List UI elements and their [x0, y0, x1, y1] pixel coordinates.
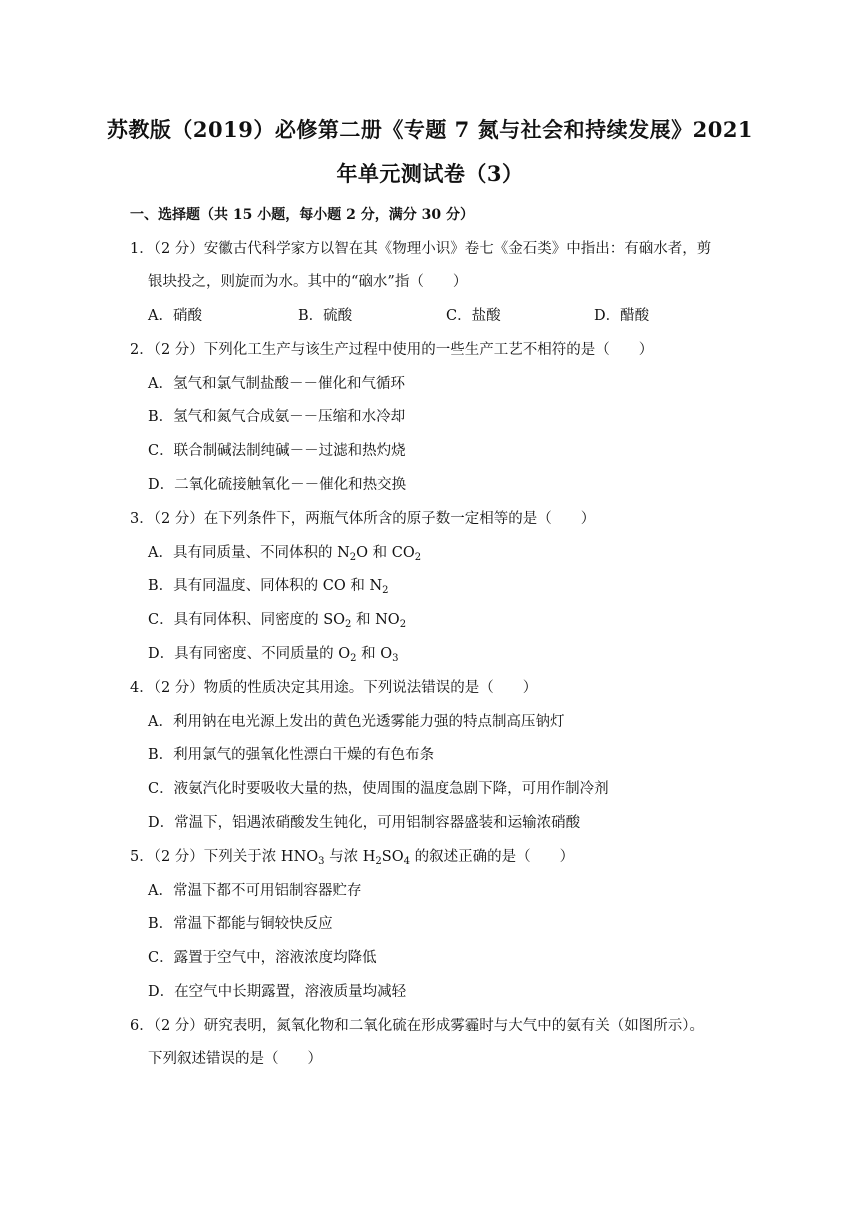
- q4-option-b: B．利用氯气的强氧化性漂白干燥的有色布条: [148, 747, 435, 763]
- q3-stem: 3．（2 分）在下列条件下，两瓶气体所含的原子数一定相等的是（ ）: [130, 511, 596, 527]
- q2-option-a: A．氢气和氯气制盐酸－－催化和气循环: [148, 376, 405, 392]
- q2-stem: 2．（2 分）下列化工生产与该生产过程中使用的一些生产工艺不相符的是（ ）: [130, 342, 654, 358]
- exam-title-line-2: 年单元测试卷（3）: [336, 161, 524, 186]
- q1-stem-line-2: 银块投之，则旋而为水。其中的“硇水”指（ ）: [148, 274, 468, 290]
- q5-option-a: A．常温下都不可用铝制容器贮存: [148, 883, 362, 899]
- q1-option-a: A．硝酸: [148, 308, 202, 324]
- q2-option-b: B．氢气和氮气合成氨－－压缩和水冷却: [148, 409, 406, 425]
- q1-stem-line-1: 1．（2 分）安徽古代科学家方以智在其《物理小识》卷七《金石类》中指出：有硇水者，剪: [130, 241, 712, 257]
- section-heading: 一、选择题（共 15 小题，每小题 2 分，满分 30 分）: [130, 207, 474, 223]
- q6-stem-line-2: 下列叙述错误的是（ ）: [148, 1051, 322, 1067]
- q1-option-d: D．醋酸: [594, 308, 650, 324]
- q5-option-c: C．露置于空气中，溶液浓度均降低: [148, 950, 377, 966]
- exam-title-line-1: 苏教版（2019）必修第二册《专题 7 氮与社会和持续发展》2021: [106, 117, 754, 142]
- q4-option-c: C．液氨汽化时要吸收大量的热，使周围的温度急剧下降，可用作制冷剂: [148, 781, 609, 797]
- q3-option-a: A．具有同质量、不同体积的 $N_2O$ 和 $CO_2$: [148, 545, 422, 563]
- q3-option-b: B．具有同温度、同体积的 CO 和 $N_2$: [148, 578, 389, 596]
- q4-option-d: D．常温下，铝遇浓硝酸发生钝化，可用铝制容器盛装和运输浓硝酸: [148, 815, 581, 831]
- q5-option-d: D．在空气中长期露置，溶液质量均减轻: [148, 984, 407, 1000]
- q5-option-b: B．常温下都能与铜较快反应: [148, 916, 333, 932]
- q2-option-c: C．联合制碱法制纯碱－－过滤和热灼烧: [148, 443, 406, 459]
- q1-option-c: C．盐酸: [446, 308, 501, 324]
- q1-options: [148, 304, 649, 325]
- q3-option-c: C．具有同体积、同密度的 $SO_2$ 和 $NO_2$: [148, 612, 407, 630]
- q5-stem: 5．（2 分）下列关于浓 $HNO_3$ 与浓 $H_2SO_4$ 的叙述正确的是（ ）: [130, 849, 575, 867]
- q6-stem-line-1: 6．（2 分）研究表明，氮氧化物和二氧化硫在形成雾霾时与大气中的氨有关（如图所示）。: [130, 1018, 705, 1034]
- q3-option-d: D．具有同密度、不同质量的 $O_2$ 和 $O_3$: [148, 646, 399, 664]
- q4-option-a: A．利用钠在电光源上发出的黄色光透雾能力强的特点制高压钠灯: [148, 714, 565, 730]
- q2-option-d: D．二氧化硫接触氧化－－催化和热交换: [148, 477, 407, 493]
- q1-option-b: B．硫酸: [298, 308, 353, 324]
- q4-stem: 4．（2 分）物质的性质决定其用途。下列说法错误的是（ ）: [130, 680, 538, 696]
